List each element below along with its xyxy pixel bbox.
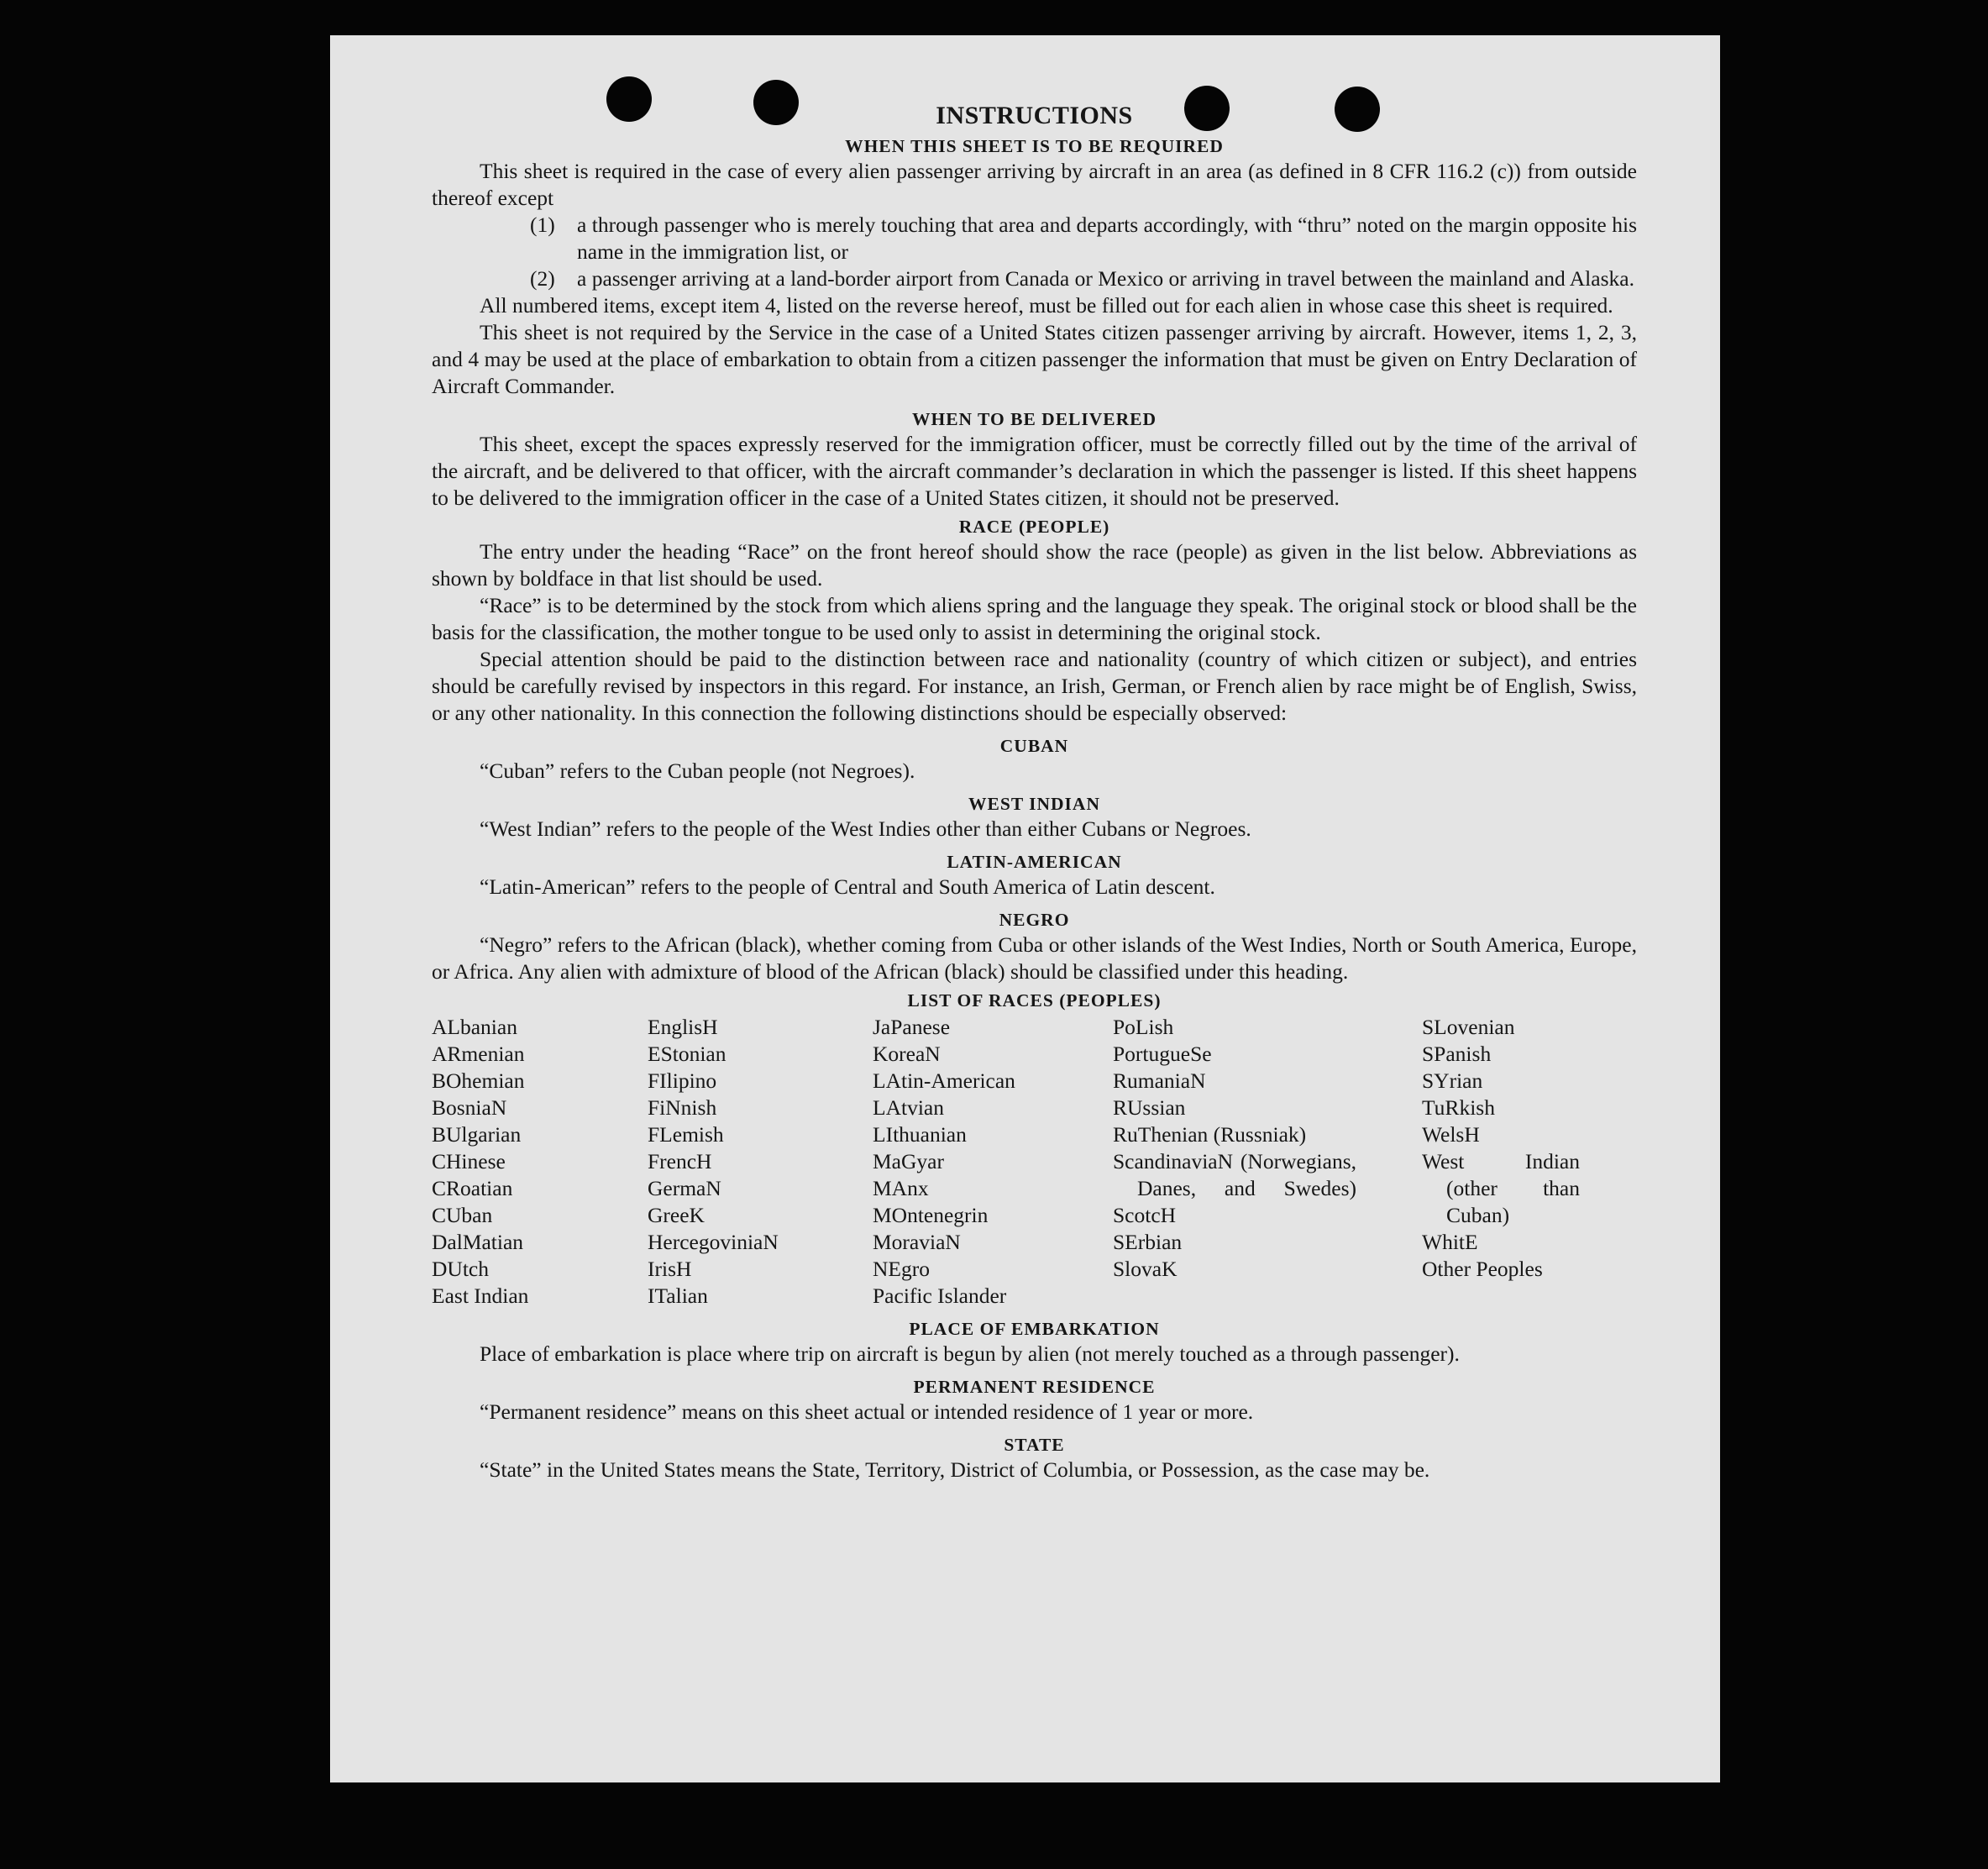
race-entry: IrisH <box>648 1257 692 1281</box>
definition-heading-latin-american: LATIN-AMERICAN <box>947 852 1122 872</box>
section-heading-required: WHEN THIS SHEET IS TO BE REQUIRED <box>845 136 1224 156</box>
page-title: INSTRUCTIONS <box>936 102 1133 129</box>
race-entry: MaGyar <box>873 1149 944 1173</box>
race-entry: ScotcH <box>1113 1203 1177 1227</box>
paragraph-numbered-items: All numbered items, except item 4, listed on the reverse hereof, must be filled out for each alien in whose case this sheet is required. <box>480 293 1613 318</box>
definition-text-latin-american: “Latin-American” refers to the people of Central and South America of Latin descent. <box>480 874 1215 899</box>
race-entry: EnglisH <box>648 1015 718 1039</box>
exception-number: (2) <box>530 266 555 291</box>
race-entry: EStonian <box>648 1042 726 1066</box>
paragraph-required-intro: This sheet is required in the case of every alien passenger arriving by aircraft in an area (as defined in 8 CFR 116.2 (c)) from outside thereof except <box>432 159 1637 210</box>
races-column-3 <box>873 1014 1113 1310</box>
exception-text: a through passenger who is merely touching that area and departs accordingly, with “thru” noted on the margin opposite his name in the immigration list, or <box>577 213 1637 264</box>
race-entry: JaPanese <box>873 1015 951 1039</box>
definition-heading-negro: NEGRO <box>999 910 1070 930</box>
race-entry: HercegoviniaN <box>648 1230 779 1254</box>
race-entry: ScandinaviaN (Norwegians, Danes, and Swedes) <box>1113 1149 1356 1200</box>
races-list-heading: LIST OF RACES (PEOPLES) <box>907 990 1162 1011</box>
race-entry: GreeK <box>648 1203 705 1227</box>
races-column-5 <box>1422 1014 1580 1310</box>
race-entry: LAtin-American <box>873 1068 1015 1093</box>
section-heading-delivered: WHEN TO BE DELIVERED <box>911 409 1157 429</box>
race-entry: FLemish <box>648 1122 724 1147</box>
race-entry: WelsH <box>1422 1122 1480 1147</box>
race-entry: DalMatian <box>432 1230 524 1254</box>
paragraph-race-definition: “Race” is to be determined by the stock from which aliens spring and the language they speak. The original stock or blood shall be the basis for the classification, the mother tongue to be used only to assist in determining the original stock. <box>432 593 1637 644</box>
race-entry: Other Peoples <box>1422 1257 1543 1281</box>
race-entry: SErbian <box>1113 1230 1183 1254</box>
definition-text-west-indian: “West Indian” refers to the people of the West Indies other than either Cubans or Negroes. <box>480 816 1251 841</box>
race-entry: East Indian <box>432 1284 529 1308</box>
definition-text-cuban: “Cuban” refers to the Cuban people (not Negroes). <box>480 759 915 783</box>
race-entry: BosniaN <box>432 1095 507 1120</box>
exception-item <box>432 212 1637 265</box>
paragraph-citizen: This sheet is not required by the Service in the case of a United States citizen passenger arriving by aircraft. However, items 1, 2, 3, and 4 may be used at the place of embarkation to obtain from a citizen passenger the information that must be given on Entry Declaration of Aircraft Commander. <box>432 320 1637 398</box>
race-entry: FiNnish <box>648 1095 717 1120</box>
section-heading-race: RACE (PEOPLE) <box>958 517 1110 537</box>
definition-heading-cuban: CUBAN <box>999 736 1069 756</box>
race-entry: LIthuanian <box>873 1122 967 1147</box>
section-heading-state: STATE <box>1004 1435 1065 1455</box>
race-entry: SYrian <box>1422 1068 1483 1093</box>
race-entry: PoLish <box>1113 1015 1174 1039</box>
paragraph-race-entry: The entry under the heading “Race” on the front hereof should show the race (people) as given in the list below. Abbreviations as shown by boldface in that list should be used. <box>432 539 1637 591</box>
exception-item <box>432 265 1637 292</box>
paragraph-delivered: This sheet, except the spaces expressly reserved for the immigration officer, must be correctly filled out by the time of the arrival of the aircraft, and be delivered to that officer, with the aircraft commander’s declaration in which the passenger is listed. If this sheet happens to be delivered to the immigration officer in the case of a United States citizen, it should not be preserved. <box>432 432 1637 510</box>
race-entry: MoraviaN <box>873 1230 961 1254</box>
race-entry: GermaN <box>648 1176 721 1200</box>
document-page <box>330 35 1720 1782</box>
races-list <box>432 1014 1637 1310</box>
race-entry: WhitE <box>1422 1230 1478 1254</box>
race-entry: West Indian (other than Cuban) <box>1422 1149 1580 1227</box>
race-entry: BOhemian <box>432 1068 525 1093</box>
race-entry: DUtch <box>432 1257 489 1281</box>
race-entry: RUssian <box>1113 1095 1186 1120</box>
instructions-content <box>432 101 1637 1483</box>
race-entry: BUlgarian <box>432 1122 522 1147</box>
race-entry: FrencH <box>648 1149 712 1173</box>
exception-number: (1) <box>530 213 555 237</box>
definition-heading-west-indian: WEST INDIAN <box>968 794 1100 814</box>
races-column-4 <box>1113 1014 1356 1310</box>
race-entry: MAnx <box>873 1176 929 1200</box>
races-column-1 <box>432 1014 648 1310</box>
races-column-2 <box>648 1014 873 1310</box>
race-entry: PortugueSe <box>1113 1042 1212 1066</box>
race-entry: RuThenian (Russniak) <box>1113 1122 1307 1147</box>
race-entry: CRoatian <box>432 1176 513 1200</box>
race-entry: KoreaN <box>873 1042 941 1066</box>
paragraph-embarkation: Place of embarkation is place where trip on aircraft is begun by alien (not merely touched as a through passenger). <box>480 1341 1460 1366</box>
section-heading-embarkation: PLACE OF EMBARKATION <box>909 1319 1160 1339</box>
race-entry: SPanish <box>1422 1042 1492 1066</box>
race-entry: ITalian <box>648 1284 708 1308</box>
exception-text: a passenger arriving at a land-border airport from Canada or Mexico or arriving in travel between the mainland and Alaska. <box>577 266 1634 291</box>
race-entry: ALbanian <box>432 1015 517 1039</box>
race-entry: CUban <box>432 1203 493 1227</box>
race-entry: LAtvian <box>873 1095 944 1120</box>
definition-text-negro: “Negro” refers to the African (black), whether coming from Cuba or other islands of the West Indies, North or South America, Europe, or Africa. Any alien with admixture of blood of the African (black) should be classified under this heading. <box>432 932 1637 984</box>
race-entry: SlovaK <box>1113 1257 1178 1281</box>
section-heading-residence: PERMANENT RESIDENCE <box>913 1377 1156 1397</box>
race-entry: NEgro <box>873 1257 930 1281</box>
race-entry: SLovenian <box>1422 1015 1515 1039</box>
race-entry: Pacific Islander <box>873 1284 1007 1308</box>
race-entry: ARmenian <box>432 1042 525 1066</box>
race-entry: TuRkish <box>1422 1095 1495 1120</box>
race-entry: MOntenegrin <box>873 1203 989 1227</box>
race-entry: RumaniaN <box>1113 1068 1206 1093</box>
race-entry: CHinese <box>432 1149 506 1173</box>
paragraph-state: “State” in the United States means the State, Territory, District of Columbia, or Possession, as the case may be. <box>480 1457 1430 1482</box>
race-entry: FIlipino <box>648 1068 717 1093</box>
paragraph-residence: “Permanent residence” means on this sheet actual or intended residence of 1 year or more. <box>480 1399 1254 1424</box>
paragraph-race-nationality: Special attention should be paid to the distinction between race and nationality (country of which citizen or subject), and entries should be carefully revised by inspectors in this regard. For instance, an Irish, German, or French alien by race might be of English, Swiss, or any other nationality. In this connection the following distinctions should be especially observed: <box>432 647 1637 725</box>
